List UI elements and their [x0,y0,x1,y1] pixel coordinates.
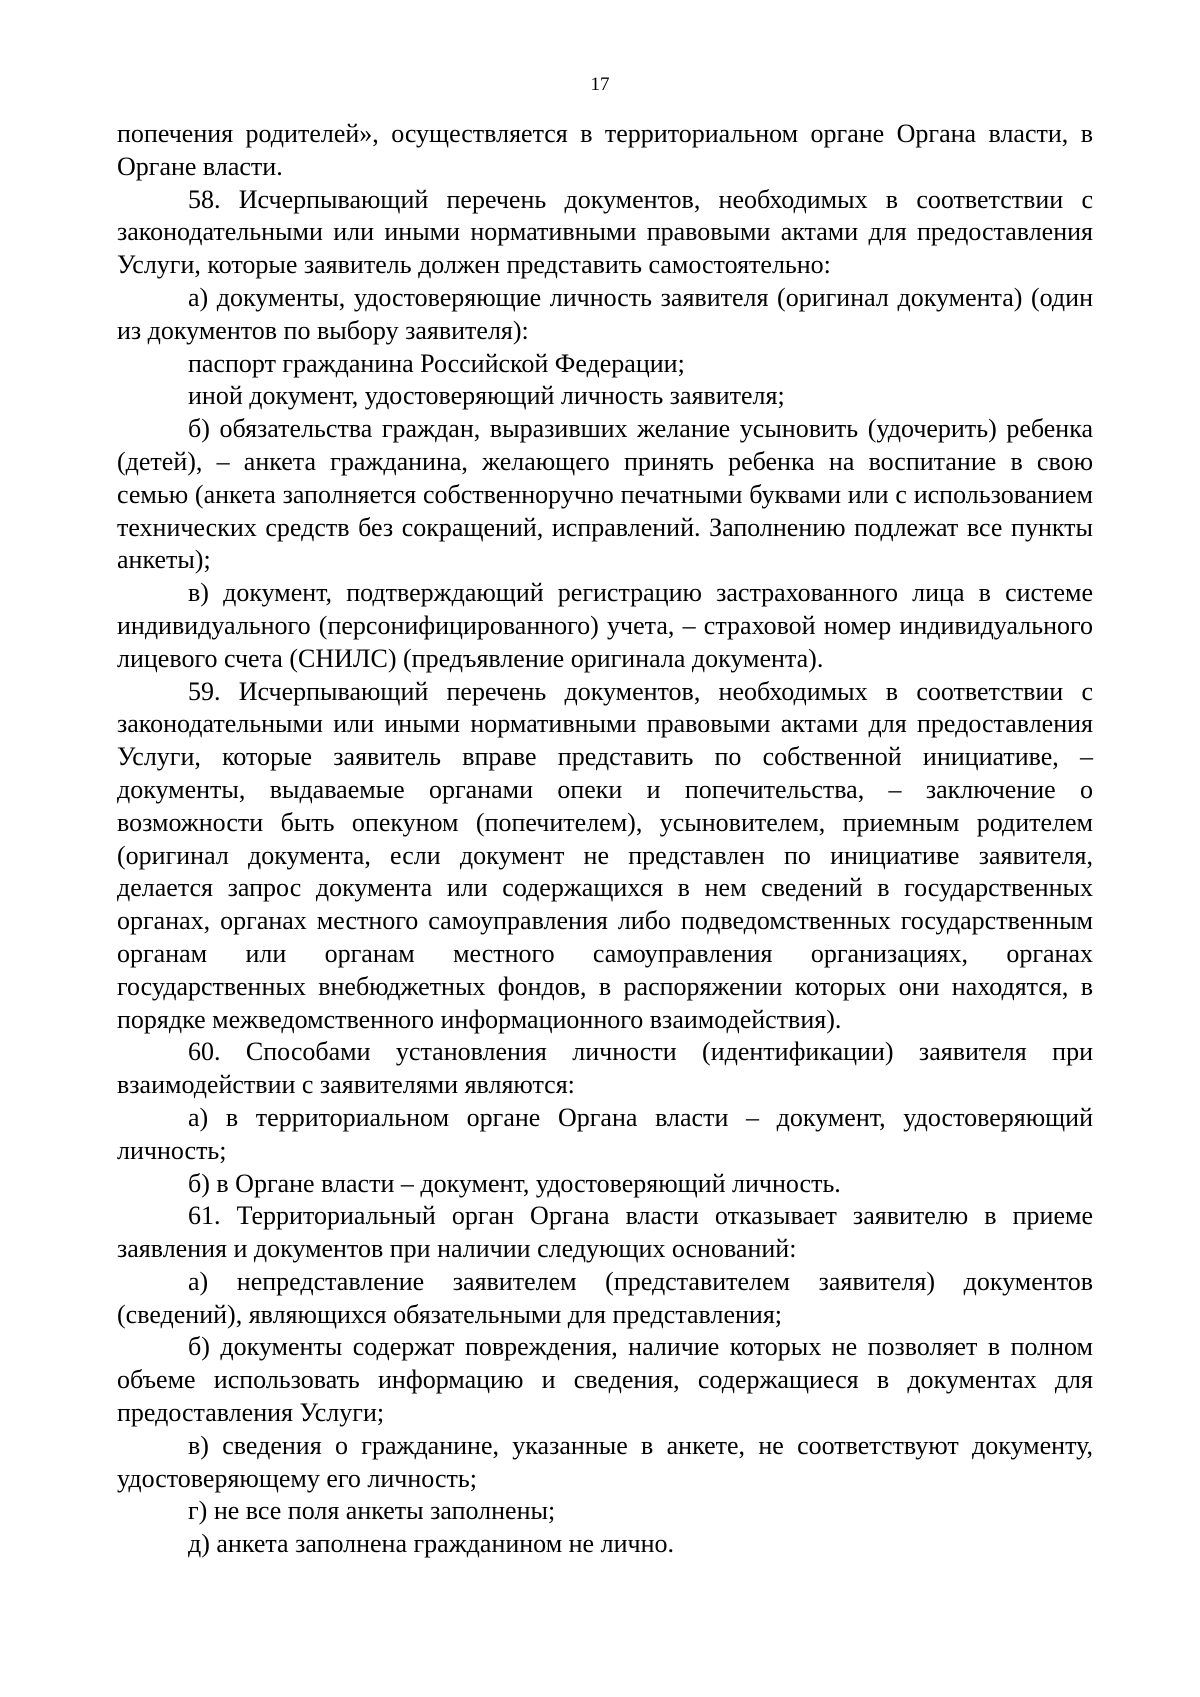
paragraph-58-b: б) обязательства граждан, выразивших желание усыновить (удочерить) ребенка (детей), – анкета гражданина, желающего принять ребенка на воспитание в свою семью (анкета заполняется собственноручно печатными буквами или с использованием технических средств без сокращений, исправлений. Заполнению подлежат все пункты анкеты); [117,414,1093,575]
paragraph-continuation: попечения родителей», осуществляется в территориальном органе Органа власти, в Органе власти. [117,119,1093,181]
paragraph-61-v: в) сведения о гражданине, указанные в анкете, не соответствуют документу, удостоверяющему его личность; [117,1430,1093,1493]
paragraph-60-b: б) в Органе власти – документ, удостоверяющий личность. [188,1168,841,1198]
paragraph-61: 61. Территориальный орган Органа власти отказывает заявителю в приеме заявления и документов при наличии следующих оснований: [117,1201,1093,1264]
page-number: 17 [590,74,610,95]
paragraph-60-a: а) в территориальном органе Органа власти – документ, удостоверяющий личность; [117,1102,1093,1165]
paragraph-61-a: а) непредставление заявителем (представителем заявителя) документов (сведений), являющихся обязательными для представления; [117,1266,1093,1329]
document-body [117,118,1093,1561]
paragraph-58-v: в) документ, подтверждающий регистрацию застрахованного лица в системе индивидуального (персонифицированного) учета, – страховой номер индивидуального лицевого счета (СНИЛС) (предъявление оригинала документа). [117,578,1093,673]
paragraph-58-a-item-2: иной документ, удостоверяющий личность заявителя; [188,381,785,411]
paragraph-59: 59. Исчерпывающий перечень документов, необходимых в соответствии с законодательными или иными нормативными правовыми актами для предоставления Услуги, которые заявитель вправе представить по собственной инициативе, – документы, выдаваемые органами опеки и попечительства, – заключение о возможности быть опекуном (попечителем), усыновителем, приемным родителем (оригинал документа, если документ не представлен по инициативе заявителя, делается запрос документа или содержащихся в нем сведений в государственных органах, органах местного самоуправления либо подведомственных государственным органам или органам местного самоуправления организациях, органах государственных внебюджетных фондов, в распоряжении которых они находятся, в порядке межведомственного информационного взаимодействия). [117,676,1093,1034]
paragraph-58: 58. Исчерпывающий перечень документов, необходимых в соответствии с законодательными или иными нормативными правовыми актами для предоставления Услуги, которые заявитель должен представить самостоятельно: [117,184,1093,280]
paragraph-61-g: г) не все поля анкеты заполнены; [188,1496,556,1526]
paragraph-60: 60. Способами установления личности (идентификации) заявителя при взаимодействии с заявителями являются: [117,1037,1093,1100]
paragraph-61-d: д) анкета заполнена гражданином не лично. [188,1529,674,1559]
paragraph-58-a: а) документы, удостоверяющие личность заявителя (оригинал документа) (один из документов по выбору заявителя): [117,282,1093,345]
paragraph-58-a-item-1: паспорт гражданина Российской Федерации; [188,348,685,378]
paragraph-61-b: б) документы содержат повреждения, наличие которых не позволяет в полном объеме использовать информацию и сведения, содержащиеся в документах для предоставления Услуги; [117,1332,1093,1428]
